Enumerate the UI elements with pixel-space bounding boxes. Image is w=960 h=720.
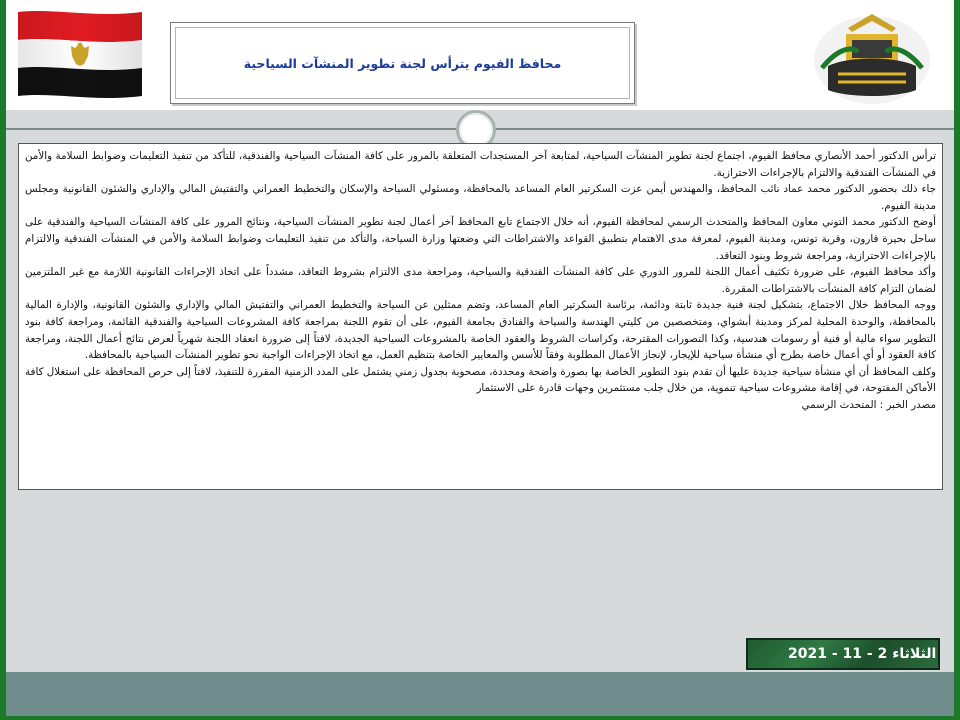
- page-title: محافظ الفيوم يترأس لجنة تطوير المنشآت السياحية: [243, 55, 562, 71]
- news-source: مصدر الخبر : المتحدث الرسمي: [801, 398, 936, 411]
- article-paragraph: ترأس الدكتور أحمد الأنصاري محافظ الفيوم، اجتماع لجنة تطوير المنشآت السياحية، لمتابعة آخر المستجدات المتعلقة بالمرور على كافة المنشآت السياحية والفندقية، للتأكد من تنفيذ التعليمات وضوابط السلامة والأمن في المنشآت الفندقية والالتزام بالإجراءات الاحترازية.: [25, 150, 936, 179]
- article-paragraph: جاء ذلك بحضور الدكتور محمد عماد نائب المحافظ، والمهندس أيمن عزت السكرتير العام المساعد بالمحافظة، ومسئولي السياحة والإسكان والتخطيط العمراني والتفتيش المالي والإداري والشئون القانونية ومجلس مدينة الفيوم.: [25, 183, 936, 212]
- date-text: الثلاثاء 2 - 11 - 2021: [788, 646, 937, 662]
- article-paragraph: ووجه المحافظ خلال الاجتماع، بتشكيل لجنة فنية جديدة ثابتة ودائمة، برئاسة السكرتير العام المساعد، وتضم ممثلين عن السياحة والتخطيط العمراني والتفتيش المالي والإداري والشئون القانونية، والإدارة المالية بالمحافظة، والوحدة المحلية لمركز ومدينة أبشواي، ومتخصصين من كليتي الهندسة والسياحة والفنادق بجامعة الفيوم، على أن تقوم اللجنة بمراجعة كافة المشروعات السياحية والفندقية القائمة، ومراجعة كافة بنود التطوير سواء مالية أو فنية أو رسومات هندسية، وكذا التصورات المقترحة، وكراسات الشروط والعقود الخاصة بالمشروعات السياحية الجديدة، لافتاً إلى ضرورة انعقاد اللجنة شهرياً لعرض نتائج أعمال اللجنة، ومراجعة كافة العقود أو أي أعمال خاصة بطرح أي منشأة سياحية للإيجار، لإنجاز الأعمال المطلوبة وفقاً للأسس والمعايير الخاصة بتنظيم العمل، مع اتخاذ الإجراءات الواجبة نحو تطوير المنشآت السياحية بالمحافظة.: [25, 299, 936, 362]
- egypt-flag-icon: [14, 8, 146, 100]
- article-body: [18, 143, 943, 490]
- article-paragraph: وأكد محافظ الفيوم، على ضرورة تكثيف أعمال اللجنة للمرور الدوري على كافة المنشآت الفندقية والسياحية، ومراجعة مدى الالتزام بشروط التعاقد، مشدداً على اتخاذ الإجراءات القانونية اللازمة مع غير الملتزمين لضمان التزام كافة المنشآت بالاشتراطات المقررة.: [25, 266, 936, 295]
- article-paragraph: وكلف المحافظ أن أي منشأة سياحية جديدة عليها أن تقدم بنود التطوير الخاصة بها بصورة واضحة ومحددة، مصحوبة بجدول زمني يشتمل على المدد الزمنية المقررة للتنفيذ، لافتاً إلى حرص المحافظة على استغلال كافة الأماكن المفتوحة، في إقامة مشروعات سياحية تنموية، من خلال جلب مستثمرين وجهات قادرة على الاستثمار: [25, 365, 936, 395]
- date-badge: [746, 638, 940, 670]
- fayoum-governorate-logo: [808, 8, 936, 108]
- footer-band: [6, 672, 954, 716]
- article-paragraph: أوضح الدكتور محمد التوني معاون المحافظ والمتحدث الرسمي لمحافظة الفيوم، أنه خلال الاجتماع تابع المحافظ آخر أعمال لجنة تطوير المنشآت السياحية، ونتائج المرور على كافة المنشآت السياحية والفندقية على ساحل بحيرة قارون، وقرية تونس، ومدينة الفيوم، لمعرفة مدى الاهتمام بتطبيق القواعد والاشتراطات التي وضعتها وزارة السياحة، والتأكد من تنفيذ التعليمات وضوابط السلامة والأمن في المنشآت الفندقية والالتزام بالإجراءات الاحترازية، ومراجعة شروط وبنود التعاقد.: [25, 216, 936, 262]
- title-box: [170, 22, 635, 104]
